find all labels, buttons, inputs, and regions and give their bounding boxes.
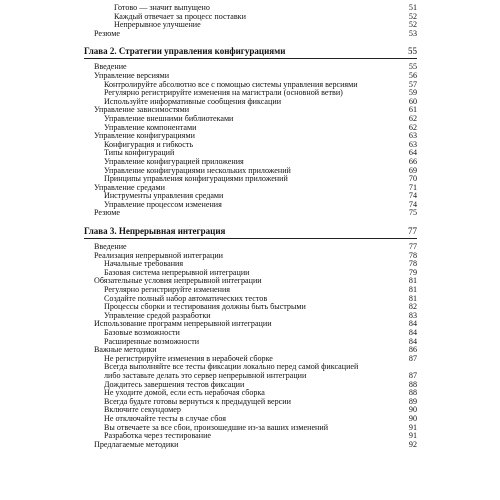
toc-entry-page: 74 [408, 199, 417, 209]
toc-entry-page: 64 [408, 148, 417, 158]
toc-entry-page: 91 [408, 422, 417, 432]
toc-entry-page: 69 [408, 165, 417, 175]
toc-entry [84, 303, 417, 312]
toc-entry [84, 98, 417, 107]
toc-entry-title: Базовая система непрерывной интеграции [104, 268, 250, 277]
toc-entry-page: 62 [408, 122, 417, 132]
chapter-page: 77 [408, 226, 417, 237]
toc-entry-page: 84 [408, 319, 417, 329]
toc-entry [84, 21, 417, 30]
toc-entry-title: Предлагаемые методики [94, 440, 179, 449]
toc-entry-page: 81 [408, 293, 417, 303]
toc-entry-title: Готово — значит выпущено [114, 4, 210, 12]
toc-entry-page: 59 [408, 88, 417, 98]
toc-entry [84, 381, 417, 390]
toc-entry-title: Разработка через тестирование [104, 432, 212, 441]
toc-entry [84, 167, 417, 176]
toc-entry-title: Не регистрируйте изменения в нерабочей сборке [104, 354, 273, 363]
toc-chapter-2-entries [84, 63, 417, 218]
toc-entry-title: Реализация непрерывной интеграции [94, 251, 223, 260]
toc-entry [84, 175, 417, 184]
chapter-title: Глава 2. Стратегии управления конфигурациями [84, 46, 286, 57]
toc-entry-title: Процессы сборки и тестирования должны быть быстрыми [104, 303, 306, 312]
toc-entry [84, 184, 417, 193]
toc-entry [84, 192, 417, 201]
toc-entry-page: 86 [408, 345, 417, 355]
toc-entry [84, 329, 417, 338]
toc-entry [84, 72, 417, 81]
toc-entry-page: 51 [408, 3, 417, 12]
toc-entry-page: 52 [408, 11, 417, 21]
toc-entry-page: 75 [408, 208, 417, 218]
toc-entry-title: Управление средой разработки [104, 311, 211, 320]
toc-entry-title: Важные методики [94, 346, 157, 355]
toc-entry [84, 4, 417, 13]
toc-entry-page: 61 [408, 105, 417, 115]
toc-entry-page: 90 [408, 405, 417, 415]
toc-entry-title: Резюме [94, 209, 120, 218]
toc-entry [84, 252, 417, 261]
toc-top-entries [84, 4, 417, 38]
toc-entry [84, 286, 417, 295]
toc-entry-title: Управление компонентами [104, 123, 197, 132]
toc-entry [84, 389, 417, 398]
toc-entry-page: 53 [408, 28, 417, 38]
toc-entry-page: 81 [408, 285, 417, 295]
toc-entry [84, 338, 417, 347]
toc-entry-page: 77 [408, 242, 417, 252]
toc-entry-title: Дождитесь завершения тестов фиксации [104, 380, 245, 389]
toc-entry [84, 81, 417, 90]
toc-entry-title: Резюме [94, 29, 120, 38]
toc-entry-title: Введение [94, 63, 127, 72]
toc-entry [84, 346, 417, 355]
toc-entry-title: Управление версиями [94, 71, 170, 80]
toc-entry-title: Принципы управления конфигурациями приложений [104, 175, 288, 184]
toc-entry-title: Начальные требования [104, 260, 184, 269]
toc-entry-page: 82 [408, 302, 417, 312]
toc-entry-page: 88 [408, 379, 417, 389]
toc-entry-page: 81 [408, 276, 417, 286]
toc-entry [84, 398, 417, 407]
toc-entry-page: 70 [408, 174, 417, 184]
toc-entry-page: 66 [408, 156, 417, 166]
toc-entry-page: 62 [408, 113, 417, 123]
chapter-page: 55 [408, 46, 417, 57]
toc-entry [84, 269, 417, 278]
toc-entry [84, 141, 417, 150]
toc-entry-page: 78 [408, 250, 417, 260]
toc-entry-title: Создайте полный набор автоматических тестов [104, 294, 268, 303]
toc-entry-title: Непрерывное улучшение [114, 21, 201, 30]
toc-entry-page: 83 [408, 310, 417, 320]
toc-entry-title: Типы конфигураций [104, 149, 175, 158]
toc-entry-title: Регулярно регистрируйте изменения на магистрали (основной ветви) [104, 89, 343, 98]
toc-entry-page: 63 [408, 131, 417, 141]
toc-entry-title: Регулярно регистрируйте изменения [104, 286, 231, 295]
toc-entry-title: Управление конфигурацией приложения [104, 157, 244, 166]
toc-entry-title: Всегда выполняйте все тесты фиксации локально перед самой фиксацией [104, 363, 359, 372]
toc-entry-title: Инструменты управления средами [104, 192, 224, 201]
toc-entry [84, 132, 417, 141]
toc-entry [84, 13, 417, 22]
toc-entry-page: 60 [408, 96, 417, 106]
toc-entry-title: Вы отвечаете за все сбои, произошедшие из-за ваших изменений [104, 423, 329, 432]
toc-entry [84, 277, 417, 286]
toc-entry [84, 124, 417, 133]
toc-entry [84, 355, 417, 364]
toc-entry-title: Базовые возможности [104, 329, 180, 337]
toc-entry [84, 432, 417, 441]
toc-entry [84, 89, 417, 98]
toc-entry-title: Каждый отвечает за процесс поставки [114, 12, 246, 21]
toc-entry [84, 115, 417, 124]
toc-entry-title: Используйте информативные сообщения фиксации [104, 97, 282, 106]
toc-entry [84, 363, 417, 372]
toc-entry [84, 201, 417, 210]
toc-entry [84, 312, 417, 321]
toc-entry-title: Всегда будьте готовы вернуться к предыдущей версии [104, 397, 291, 406]
toc-entry-page: 55 [408, 62, 417, 72]
toc-entry [84, 106, 417, 115]
toc-entry-title: Управление конфигурациями нескольких приложений [104, 166, 291, 175]
toc-entry-title: Обязательные условия непрерывной интеграции [94, 277, 262, 286]
toc-entry [84, 158, 417, 167]
toc-entry [84, 149, 417, 158]
toc-entry-title: Управление процессом изменения [104, 200, 222, 209]
toc-entry-page: 74 [408, 191, 417, 201]
toc-entry [84, 260, 417, 269]
toc-entry-page: 78 [408, 259, 417, 269]
toc-entry-title: Управление средами [94, 183, 165, 192]
chapter-title: Глава 3. Непрерывная интеграция [84, 226, 226, 237]
toc-entry-page: 57 [408, 79, 417, 89]
toc-entry [84, 209, 417, 218]
chapter-heading-3 [84, 224, 417, 239]
toc-entry-title: Расширенные возможности [104, 337, 200, 346]
toc-entry-page: 52 [408, 20, 417, 30]
toc-entry-page: 89 [408, 396, 417, 406]
toc-entry-page: 87 [408, 370, 417, 380]
toc-entry-page: 87 [408, 353, 417, 363]
toc-entry-page: 63 [408, 139, 417, 149]
toc-entry [84, 320, 417, 329]
toc-entry [84, 30, 417, 39]
toc-entry-title: Включите секундомер [104, 406, 181, 415]
toc-entry-page: 56 [408, 70, 417, 80]
toc-entry [84, 441, 417, 450]
chapter-heading-2 [84, 44, 417, 59]
toc-entry [84, 243, 417, 252]
toc-entry-page: 79 [408, 267, 417, 277]
toc-entry-page: 92 [408, 439, 417, 449]
toc-entry-page: 84 [408, 328, 417, 337]
toc-entry [84, 372, 417, 381]
toc-entry-title: либо заставьте делать это сервер непрерывной интеграции [104, 371, 307, 380]
toc-entry-title: Введение [94, 243, 127, 252]
toc-entry-page: 90 [408, 413, 417, 423]
toc-entry-page: 71 [408, 182, 417, 192]
toc-entry-title: Управление зависимостями [94, 106, 190, 115]
toc-entry-title: Использование программ непрерывной интеграции [94, 320, 272, 329]
toc-chapter-3-entries [84, 243, 417, 449]
toc-entry-title: Не уходите домой, если есть нерабочая сборка [104, 389, 265, 398]
toc-entry [84, 415, 417, 424]
toc-entry-page: 91 [408, 431, 417, 441]
toc-entry-title: Не отключайте тесты в случае сбоя [104, 414, 226, 423]
toc-entry-title: Конфигурация и гибкость [104, 140, 194, 149]
toc-entry-page: 88 [408, 388, 417, 398]
toc-entry [84, 406, 417, 415]
toc-entry-title: Контролируйте абсолютно все с помощью системы управления версиями [104, 80, 358, 89]
toc-entry-title: Управление внешними библиотеками [104, 114, 234, 123]
toc-entry [84, 63, 417, 72]
toc-entry-page: 84 [408, 336, 417, 346]
toc-entry-title: Управление конфигурациями [94, 132, 195, 141]
toc-entry [84, 424, 417, 433]
toc-entry [84, 295, 417, 304]
